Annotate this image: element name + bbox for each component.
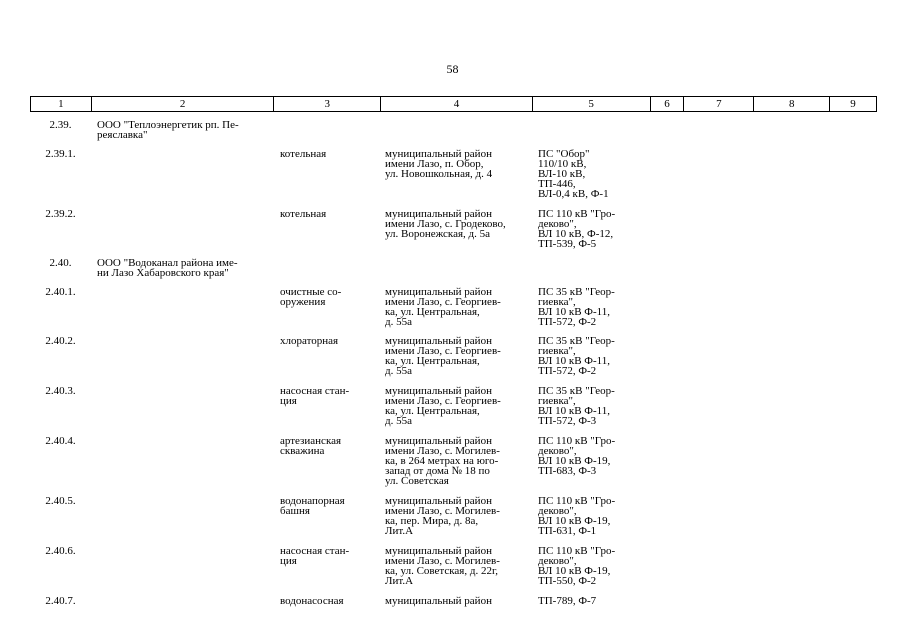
organization-name — [91, 149, 274, 199]
organization-name — [91, 209, 274, 249]
object-name: артезианская скважина — [280, 435, 342, 457]
table-row — [30, 336, 651, 376]
column-header-3: 3 — [274, 97, 381, 111]
table-row — [30, 287, 651, 327]
object-name: очистные со- оружения — [280, 286, 342, 308]
row-number: 2.40.3. — [45, 385, 76, 397]
column-header-2: 2 — [92, 97, 275, 111]
table-row — [30, 546, 651, 586]
object-name: хлораторная — [280, 335, 339, 347]
address: муниципальный район имени Лазо, с. Могилев- ка, в 264 метрах на юго- запад от дома № 18 по ул. Советская — [385, 435, 500, 487]
organization-name — [91, 386, 274, 426]
table-row — [30, 596, 651, 606]
power-source: ПС 110 кВ "Гро- деково", ВЛ 10 кВ, Ф-12, ТП-539, Ф-5 — [538, 208, 616, 250]
power-source — [533, 258, 651, 278]
power-source: ПС 35 кВ "Геор- гиевка", ВЛ 10 кВ Ф-11, ТП-572, Ф-3 — [538, 385, 615, 427]
row-number: 2.40.6. — [45, 545, 76, 557]
organization-name — [91, 546, 274, 586]
table-header — [30, 96, 877, 112]
object-name: насосная стан- ция — [280, 545, 350, 567]
object-name — [274, 120, 381, 140]
column-header-1: 1 — [31, 97, 92, 111]
organization-name: ООО "Водоканал района име- ни Лазо Хабаровского края" — [97, 257, 238, 279]
column-header-9: 9 — [850, 97, 856, 110]
object-name: котельная — [280, 148, 327, 160]
organization-name — [91, 496, 274, 536]
address: муниципальный район имени Лазо, с. Георгиев- ка, ул. Центральная, д. 55а — [385, 335, 501, 377]
object-name: водонапорная башня — [280, 495, 345, 517]
column-header-7: 7 — [684, 97, 754, 111]
power-source: ПС 110 кВ "Гро- деково", ВЛ 10 кВ Ф-19, ТП-683, Ф-3 — [538, 435, 616, 477]
column-header-8: 8 — [754, 97, 830, 111]
organization-name — [91, 436, 274, 486]
object-name: водонасосная — [280, 595, 344, 607]
address: муниципальный район имени Лазо, с. Могилев- ка, ул. Советская, д. 22г, Лит.А — [385, 545, 500, 587]
row-number: 2.40. — [49, 257, 72, 269]
address: муниципальный район — [385, 595, 492, 607]
object-name — [274, 258, 381, 278]
address: муниципальный район имени Лазо, с. Могилев- ка, пер. Мира, д. 8а, Лит.А — [385, 495, 500, 537]
table-row — [30, 386, 651, 426]
object-name: котельная — [280, 208, 327, 220]
organization-name — [91, 336, 274, 376]
row-number: 2.40.1. — [45, 286, 76, 298]
row-number: 2.40.5. — [45, 495, 76, 507]
power-source: ПС "Обор" 110/10 кВ, ВЛ-10 кВ, ТП-446, ВЛ-0,4 кВ, Ф-1 — [538, 148, 609, 200]
address — [381, 120, 533, 140]
organization-name: ООО "Теплоэнергетик рп. Пе- реяславка" — [97, 119, 239, 141]
power-source: ТП-789, Ф-7 — [538, 595, 597, 607]
power-source: ПС 35 кВ "Геор- гиевка", ВЛ 10 кВ Ф-11, ТП-572, Ф-2 — [538, 286, 615, 328]
column-header-4: 4 — [381, 97, 533, 111]
address: муниципальный район имени Лазо, с. Гродеково, ул. Воронежская, д. 5а — [385, 208, 506, 240]
column-header-6: 6 — [651, 97, 685, 111]
row-number: 2.40.2. — [45, 335, 76, 347]
row-number: 2.39.1. — [45, 148, 76, 160]
table-row — [30, 209, 651, 249]
table-row — [30, 120, 651, 140]
row-number: 2.40.7. — [45, 595, 76, 607]
address: муниципальный район имени Лазо, п. Обор, ул. Новошкольная, д. 4 — [385, 148, 493, 180]
table-row — [30, 436, 651, 486]
address: муниципальный район имени Лазо, с. Георгиев- ка, ул. Центральная, д. 55а — [385, 385, 501, 427]
column-header-5: 5 — [533, 97, 651, 111]
organization-name — [91, 596, 274, 606]
object-name: насосная стан- ция — [280, 385, 350, 407]
address: муниципальный район имени Лазо, с. Георгиев- ка, ул. Центральная, д. 55а — [385, 286, 501, 328]
organization-name — [91, 287, 274, 327]
row-number: 2.39.2. — [45, 208, 76, 220]
row-number: 2.39. — [49, 119, 72, 131]
power-source: ПС 35 кВ "Геор- гиевка", ВЛ 10 кВ Ф-11, ТП-572, Ф-2 — [538, 335, 615, 377]
power-source: ПС 110 кВ "Гро- деково", ВЛ 10 кВ Ф-19, ТП-550, Ф-2 — [538, 545, 616, 587]
address — [381, 258, 533, 278]
table-row — [30, 149, 651, 199]
power-source: ПС 110 кВ "Гро- деково", ВЛ 10 кВ Ф-19, ТП-631, Ф-1 — [538, 495, 616, 537]
power-source — [533, 120, 651, 140]
table-row — [30, 496, 651, 536]
row-number: 2.40.4. — [45, 435, 76, 447]
page-number: 58 — [446, 62, 459, 76]
table-row — [30, 258, 651, 278]
